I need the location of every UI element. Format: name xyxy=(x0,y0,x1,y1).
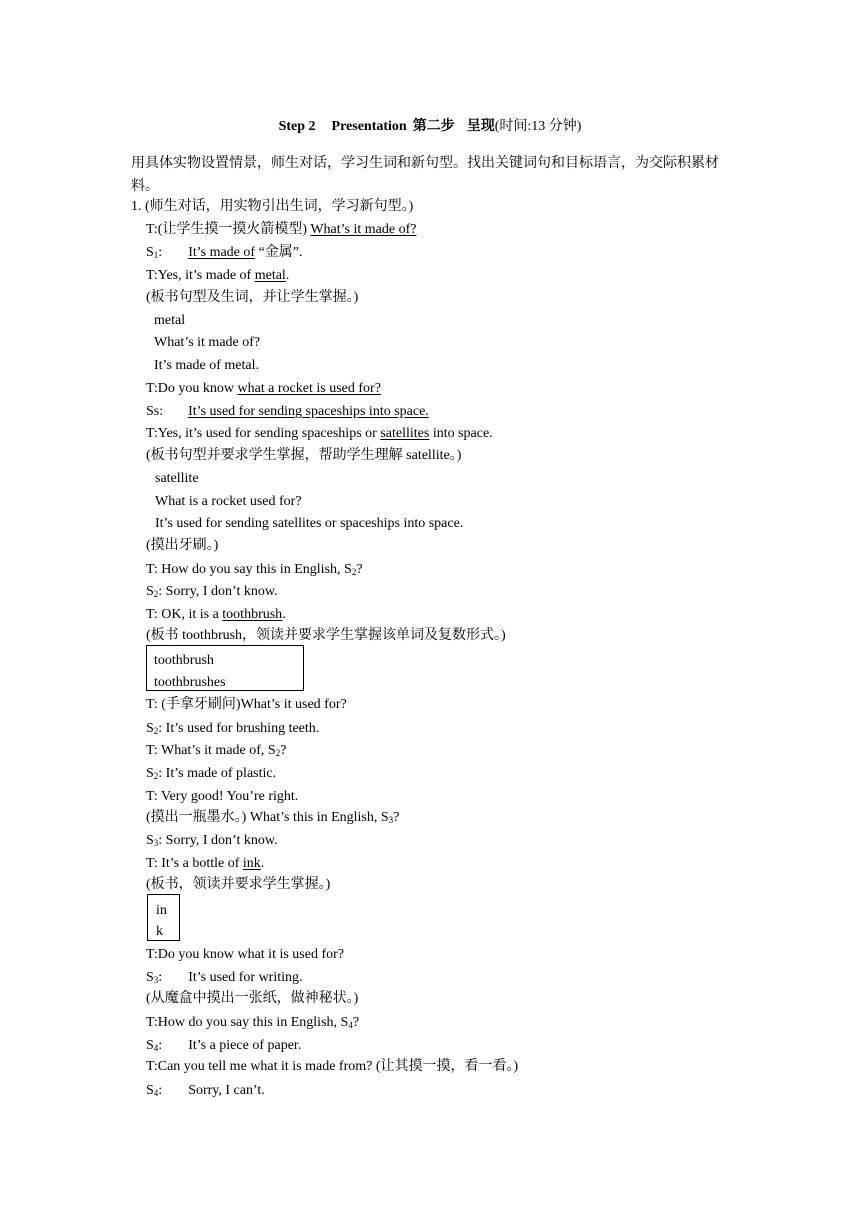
dialogue-line: $S_4$: Sorry, I can’t. xyxy=(146,1083,265,1098)
box-word-part: k xyxy=(156,924,163,939)
blackboard-note: (板书 toothbrush，领读并要求学生掌握该单词及复数形式。) xyxy=(146,628,506,643)
blackboard-sentence: It’s used for sending satellites or spaceships into space. xyxy=(155,516,464,531)
dialogue-line: $S_1$: It’s made of “金属”. xyxy=(146,245,303,260)
blackboard-word: satellite xyxy=(155,471,199,486)
dialogue-line: T: What’s it made of, $S_2$? xyxy=(146,743,287,758)
dialogue-line: T:Yes, it’s used for sending spaceships or satellites into space. xyxy=(146,426,493,441)
stage-direction: (摸出牙刷。) xyxy=(146,538,219,553)
dialogue-line: T: OK, it is a toothbrush. xyxy=(146,607,286,622)
dialogue-line: T:(让学生摸一摸火箭模型) What’s it made of? xyxy=(146,222,417,237)
dialogue-line: T:Can you tell me what it is made from? (让其摸一摸，看一看。) xyxy=(146,1059,519,1074)
title-presentation: Presentation xyxy=(331,119,407,134)
dialogue-line: $S_2$: It’s used for brushing teeth. xyxy=(146,721,320,736)
box-word: toothbrush xyxy=(154,653,214,668)
title-time: (时间:13 分钟) xyxy=(494,119,582,134)
dialogue-line: T: Very good! You’re right. xyxy=(146,789,299,804)
dialogue-line: $S_3$: It’s used for writing. xyxy=(146,970,303,985)
dialogue-line: T:Yes, it’s made of metal. xyxy=(146,268,290,283)
dialogue-line: $S_4$: It’s a piece of paper. xyxy=(146,1038,302,1053)
blackboard-sentence: What is a rocket used for? xyxy=(155,494,302,509)
blackboard-note: (板书句型并要求学生掌握，帮助学生理解 satellite。) xyxy=(146,448,462,463)
dialogue-line: $S_2$: Sorry, I don’t know. xyxy=(146,584,278,599)
blackboard-word: metal xyxy=(154,313,186,328)
section-title xyxy=(0,118,860,136)
blackboard-note: (板书句型及生词，并让学生掌握。) xyxy=(146,290,359,305)
blackboard-sentence: It’s made of metal. xyxy=(154,358,259,373)
intro-paragraph: 用具体实物设置情景，师生对话，学习生词和新句型。找出关键词句和目标语言，为交际积累材料。 xyxy=(131,156,719,194)
blackboard-box xyxy=(147,894,180,941)
stage-direction: (从魔盒中摸出一张纸，做神秘状。) xyxy=(146,991,359,1006)
blackboard-note: (板书，领读并要求学生掌握。) xyxy=(146,877,331,892)
dialogue-line: (摸出一瓶墨水。) What’s this in English, $S_3$? xyxy=(146,810,400,825)
blackboard-sentence: What’s it made of? xyxy=(154,335,261,350)
dialogue-line: Ss: It’s used for sending spaceships into space. xyxy=(146,404,429,419)
title-step: Step 2 xyxy=(278,119,316,134)
box-word-part: in xyxy=(156,903,167,918)
title-zh-step: 第二步 xyxy=(412,119,455,134)
box-word-plural: toothbrushes xyxy=(154,675,226,690)
dialogue-line: $S_2$: It’s made of plastic. xyxy=(146,766,277,781)
dialogue-line: T:How do you say this in English, $S_4$? xyxy=(146,1015,360,1030)
blackboard-box xyxy=(146,645,304,691)
dialogue-line: $S_3$: Sorry, I don’t know. xyxy=(146,833,278,848)
dialogue-line: T: (手拿牙刷问)What’s it used for? xyxy=(146,697,347,712)
dialogue-line: T: How do you say this in English, $S_2$? xyxy=(146,562,363,577)
dialogue-line: T:Do you know what a rocket is used for? xyxy=(146,381,381,396)
title-zh-present: 呈现 xyxy=(466,119,495,134)
dialogue-line: T: It’s a bottle of ink. xyxy=(146,856,265,871)
dialogue-line: T:Do you know what it is used for? xyxy=(146,947,344,962)
item-1-heading: 1. (师生对话，用实物引出生词，学习新句型。) xyxy=(131,199,414,214)
